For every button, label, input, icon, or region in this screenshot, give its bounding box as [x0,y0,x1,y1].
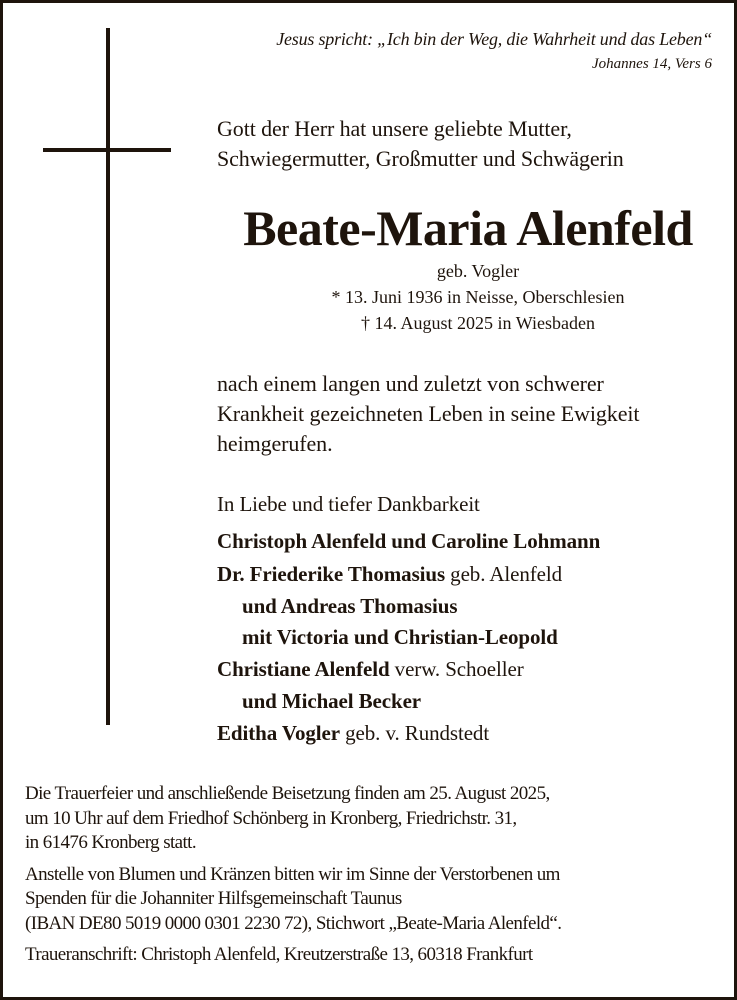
mourner-name: Christiane Alenfeld [217,657,390,681]
mourner-name: mit Victoria und Christian-Leopold [242,625,558,649]
bible-quote-text: Jesus spricht: „Ich bin der Weg, die Wahrheit und das Leben“ [276,29,712,49]
mourner-name: Christoph Alenfeld und Caroline Lohmann [217,529,601,553]
mourner-note: verw. Schoeller [389,657,524,681]
mourners-list [217,488,600,750]
mourner-row [217,525,600,558]
intro-line: Gott der Herr hat unsere geliebte Mutter, [217,116,572,141]
maiden-name: geb. Vogler [436,261,520,281]
mourner-name: Editha Vogler [217,721,340,745]
mourner-row [217,653,600,686]
ceremony-info [25,782,561,975]
intro-line: Schwiegermutter, Großmutter und Schwägerin [217,146,624,171]
passage-line: Krankheit gezeichneten Leben in seine Ewigkeit [217,401,640,426]
cross-horizontal-bar [43,148,171,152]
intro-text [217,114,624,174]
cross-vertical-bar [106,28,110,725]
funeral-details [25,782,561,856]
mourner-name: und Michael Becker [242,689,422,713]
passage-line: nach einem langen und zuletzt von schwerer [217,371,604,396]
passage-text [217,369,639,459]
deceased-block [203,198,723,336]
mourners-heading: In Liebe und tiefer Dankbarkeit [217,492,480,516]
birth-date: * 13. Juni 1936 in Neisse, Oberschlesien [331,287,625,307]
bible-quote-reference: Johannes 14, Vers 6 [592,56,712,72]
donation-request [25,863,561,937]
mourner-row [217,558,600,591]
mourner-row [217,717,600,750]
mourner-name: Dr. Friederike Thomasius [217,562,446,586]
donation-line: Anstelle von Blumen und Kränzen bitten wir im Sinne der Verstorbenen um [25,863,560,885]
bible-quote [276,27,712,75]
mourner-row [217,591,600,622]
funeral-line: um 10 Uhr auf dem Friedhof Schönberg in Kronberg, Friedrichstr. 31, [25,807,517,829]
mourner-row [217,686,600,717]
mourning-address: Traueranschrift: Christoph Alenfeld, Kreutzerstraße 13, 60318 Frankfurt [25,944,533,965]
death-date: † 14. August 2025 in Wiesbaden [361,313,595,333]
donation-line: (IBAN DE80 5019 0000 0301 2230 72), Stichwort „Beate-Maria Alenfeld“. [25,912,562,934]
mourner-note: geb. Alenfeld [445,562,563,586]
funeral-line: in 61476 Kronberg statt. [25,832,197,853]
passage-line: heimgerufen. [217,431,333,456]
mourner-row [217,622,600,653]
funeral-line: Die Trauerfeier und anschließende Beisetzung finden am 25. August 2025, [25,783,550,804]
mourner-name: und Andreas Thomasius [242,594,458,618]
donation-line: Spenden für die Johanniter Hilfsgemeinschaft Taunus [25,888,402,909]
mourner-note: geb. v. Rundstedt [339,721,490,745]
deceased-name: Beate-Maria Alenfeld [243,200,693,256]
